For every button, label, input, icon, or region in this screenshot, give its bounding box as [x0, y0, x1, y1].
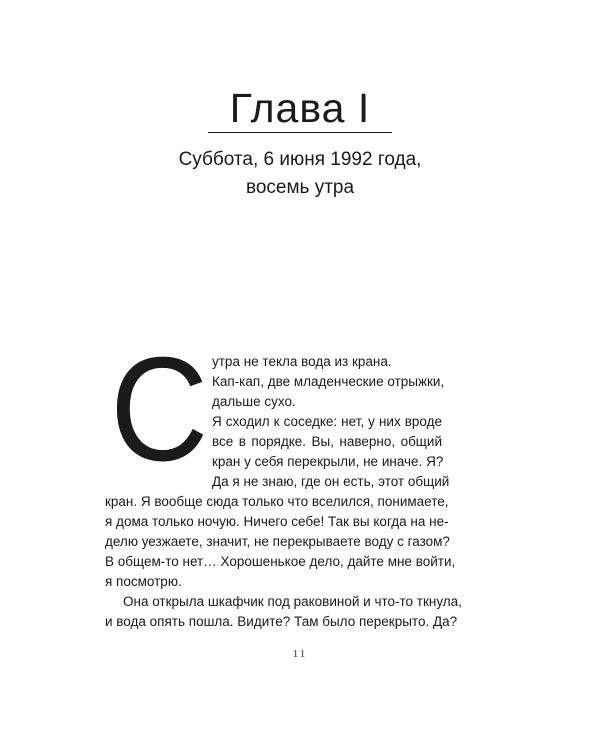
text-line: Она открыла шкафчик под раковиной и что-то ткнула, [123, 594, 462, 609]
text-line: Да я не знаю, где он есть, этот общий [212, 474, 450, 489]
drop-cap: С [110, 327, 209, 492]
page-number: 11 [292, 648, 308, 660]
text-line: дальше сухо. [212, 394, 296, 409]
chapter-title: Глава I [229, 85, 371, 131]
text-line: я дома только ночую. Ничего себе! Так вы когда на не- [105, 514, 449, 529]
text-line: делю уезжаете, значит, не перекрываете воду с газом? [105, 534, 450, 549]
text-line: В общем-то нет… Хорошенькое дело, дайте мне войти, [105, 554, 456, 569]
text-line: я посмотрю. [105, 574, 182, 589]
chapter-subtitle-line: восемь утра [245, 177, 355, 198]
text-line: и вода опять пошла. Видите? Там было перекрыто. Да? [105, 614, 458, 629]
chapter-subtitle [0, 146, 600, 202]
chapter-subtitle-line: Суббота, 6 июня 1992 года, [178, 149, 422, 170]
chapter-divider [208, 132, 392, 133]
text-line: кран у себя перекрыли, не иначе. Я? [212, 454, 444, 469]
text-line: кран. Я вообще сюда только что вселился, понимаете, [105, 494, 449, 509]
text-line: Кап-кап, две младенческие отрыжки, [212, 374, 445, 389]
text-line: все в порядке. Вы, наверно, общий [212, 434, 442, 449]
text-line: утра не текла вода из крана. [212, 354, 392, 369]
text-line: Я сходил к соседке: нет, у них вроде [212, 414, 442, 429]
